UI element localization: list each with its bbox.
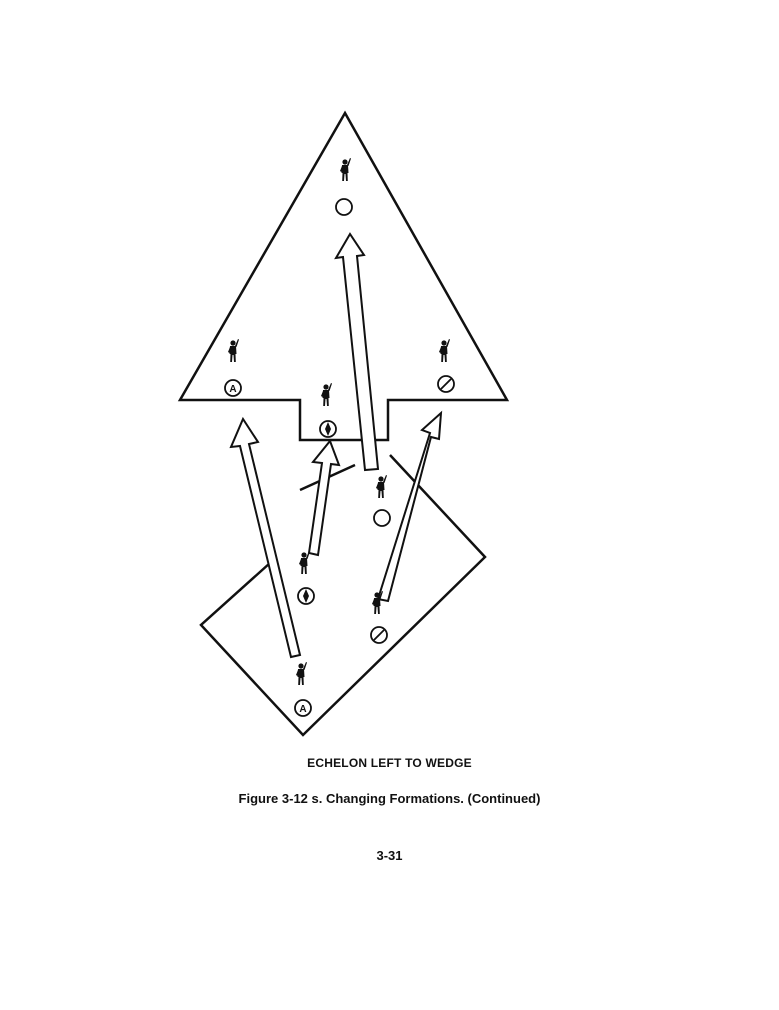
movement-arrow-c xyxy=(336,234,378,470)
position-symbol-circle xyxy=(374,510,390,526)
soldier-icon xyxy=(228,339,239,362)
soldier-icon xyxy=(439,339,450,362)
soldier-icon xyxy=(340,158,351,181)
diagram-title: ECHELON LEFT TO WEDGE xyxy=(307,756,472,770)
position-symbol-circle xyxy=(336,199,352,215)
soldier-icon xyxy=(321,383,332,406)
soldier-icon xyxy=(372,591,383,614)
echelon-left-formation-outline xyxy=(201,455,485,735)
soldier-icon xyxy=(376,475,387,498)
movement-arrow-b xyxy=(309,441,339,555)
position-symbol-needle xyxy=(298,588,314,604)
movement-arrow-a xyxy=(231,419,300,657)
position-symbol-needle xyxy=(320,421,336,437)
page-number: 3-31 xyxy=(376,848,403,863)
svg-text:A: A xyxy=(299,704,307,715)
position-symbol-a xyxy=(295,700,311,716)
figure-caption: Figure 3-12 s. Changing Formations. (Continued) xyxy=(238,791,541,806)
soldier-icon xyxy=(299,551,310,574)
soldier-icon xyxy=(296,662,307,685)
svg-text:A: A xyxy=(229,384,237,395)
position-symbol-slash xyxy=(371,627,387,643)
position-symbol-a xyxy=(225,380,241,396)
position-symbol-slash xyxy=(438,376,454,392)
